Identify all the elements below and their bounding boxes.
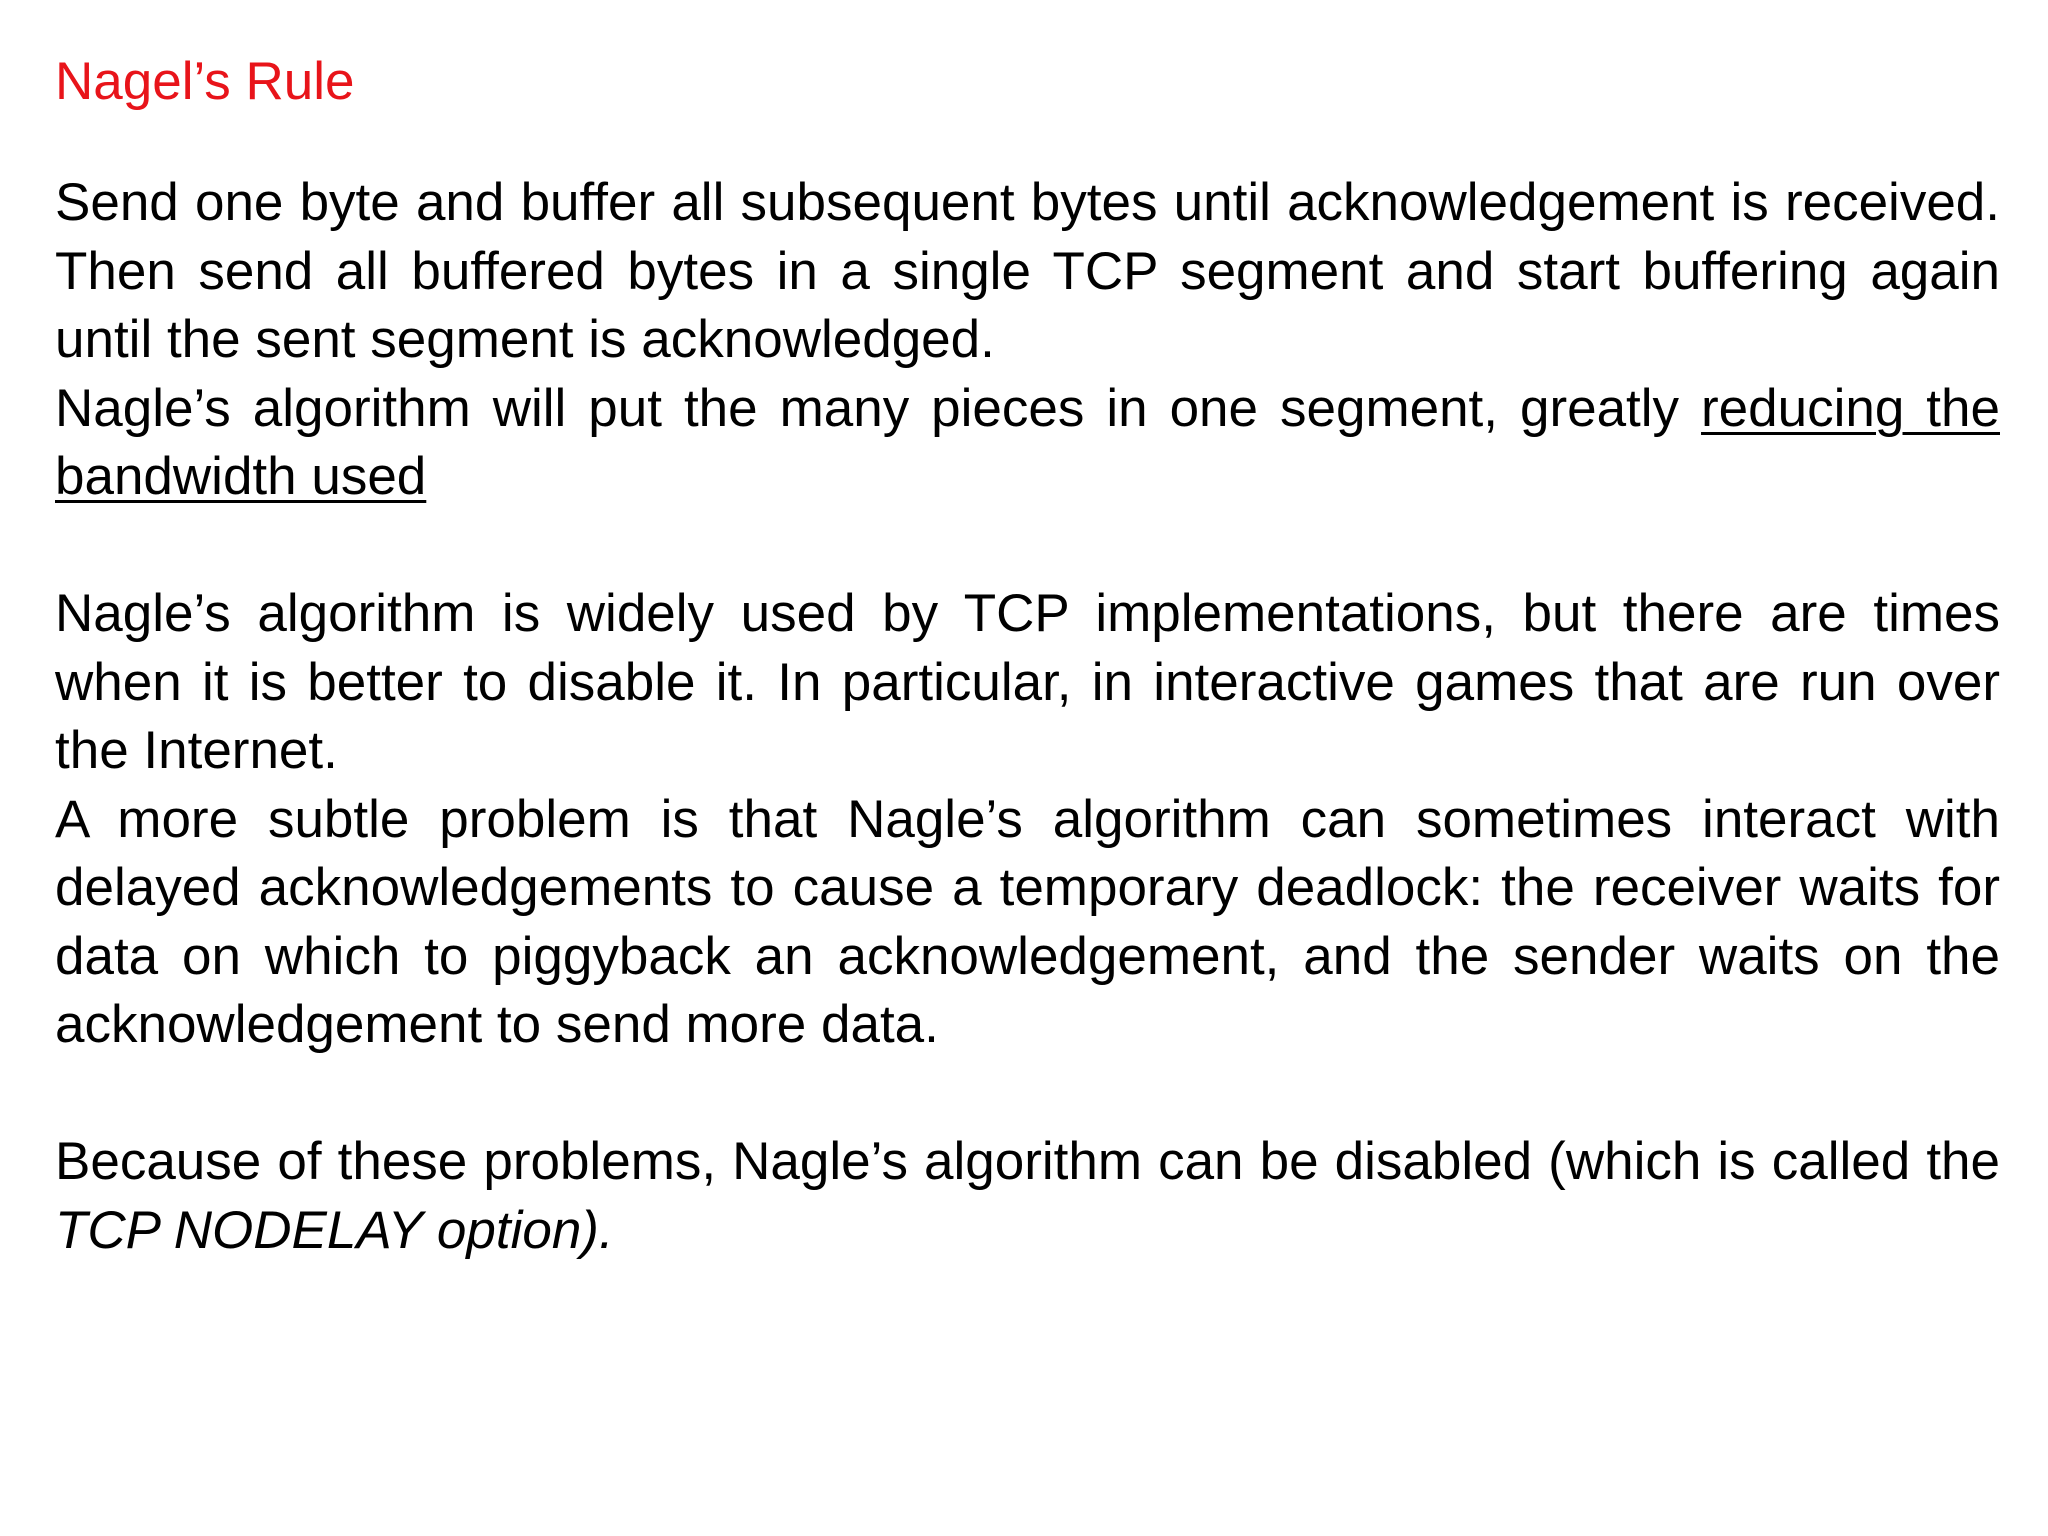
underlined-bandwidth-phrase: reducing the bandwidth used (55, 378, 2000, 506)
paragraph-deadlock: A more subtle problem is that Nagle’s algorithm can sometimes interact with delayed acknowledgements to cause a temporary deadlock: the receiver waits for data on which to piggyback an acknowledgement, and the sender waits on the acknowledgement to send more data. (55, 789, 2000, 1054)
paragraph-nagle-segment-text: Nagle’s algorithm will put the many pieces in one segment, greatly (55, 378, 1702, 438)
italic-nodelay-option: TCP NODELAY option). (55, 1200, 614, 1260)
slide-content (55, 50, 2000, 1265)
slide-title: Nagel’s Rule (55, 52, 355, 111)
paragraph-send-one-byte: Send one byte and buffer all subsequent bytes until acknowledgement is received. Then send all buffered bytes in a single TCP segment and start buffering again until the sent segment is acknowledged. (55, 173, 2000, 369)
paragraph-widely-used: Nagle’s algorithm is widely used by TCP implementations, but there are times when it is better to disable it. In particular, in interactive games that are run over the Internet. (55, 584, 2000, 780)
paragraph-gap (55, 1060, 2000, 1129)
paragraph-nagle-segment (55, 375, 2000, 512)
paragraph-gap (55, 512, 2000, 581)
paragraph-disable-text: Because of these problems, Nagle’s algorithm can be disabled (which is called the (55, 1132, 2000, 1191)
paragraph-disable (55, 1128, 2000, 1265)
